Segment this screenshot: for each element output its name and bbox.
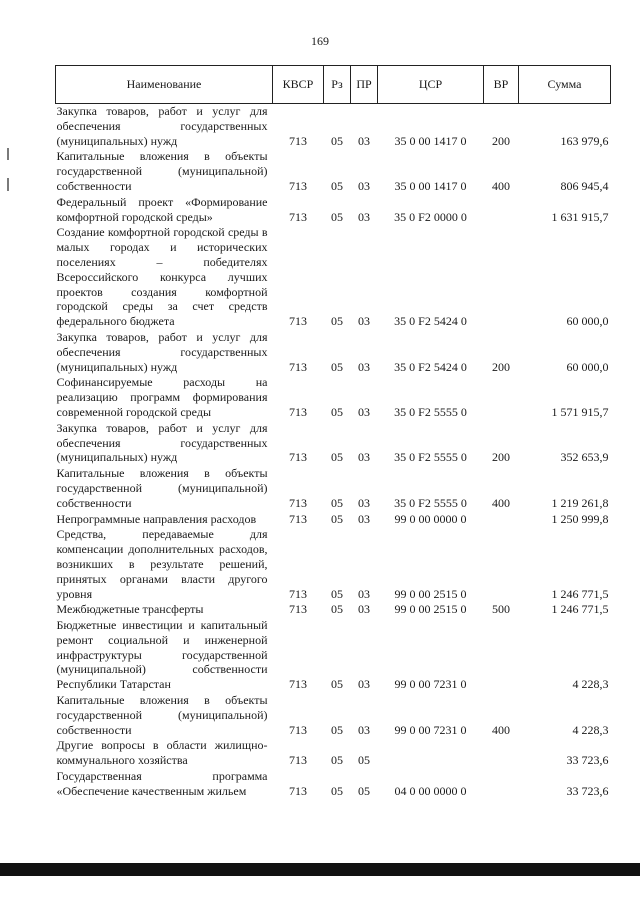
table-row [56, 149, 611, 194]
header-name: Наименование [56, 66, 273, 104]
cell-vr [484, 618, 519, 693]
cell-csr: 99 0 00 0000 0 [394, 511, 467, 526]
cell-vr [484, 527, 519, 602]
cell-vr [484, 195, 519, 226]
cell-csr: 35 0 F2 5555 0 [394, 450, 467, 465]
table-row [56, 195, 611, 226]
cell-pr: 03 [358, 586, 370, 601]
cell-rz: 05 [331, 586, 343, 601]
cell-pr: 03 [358, 450, 370, 465]
cell-sum: 1 219 261,8 [551, 495, 609, 510]
table-row [56, 738, 611, 769]
cell-sum: 60 000,0 [566, 314, 609, 329]
cell-name: Закупка товаров, работ и услуг для обеспечения государственных (муниципальных) нужд [56, 420, 268, 465]
cell-rz: 05 [331, 133, 343, 148]
cell-csr: 35 0 00 1417 0 [394, 178, 467, 193]
table-row [56, 104, 611, 150]
cell-rz: 05 [331, 178, 343, 193]
header-pr: ПР [351, 66, 378, 104]
cell-name: Бюджетные инвестиции и капитальный ремонт социальной и инженерной инфраструктуры государственной (муниципальной) собственности Республики Татарстан [56, 618, 268, 692]
cell-vr [484, 375, 519, 420]
cell-rz: 05 [331, 753, 343, 768]
cell-rz: 05 [331, 677, 343, 692]
table-row [56, 375, 611, 420]
cell-pr: 03 [358, 495, 370, 510]
cell-csr: 04 0 00 0000 0 [394, 783, 467, 798]
cell-vr [484, 225, 519, 330]
cell-csr: 35 0 F2 5555 0 [394, 404, 467, 419]
cell-csr: 99 0 00 2515 0 [394, 586, 467, 601]
cell-rz: 05 [331, 359, 343, 374]
cell-kvsr: 713 [289, 586, 307, 601]
cell-name: Капитальные вложения в объекты государственной (муниципальной) собственности [56, 466, 268, 510]
cell-sum: 33 723,6 [566, 783, 609, 798]
cell-csr: 35 0 F2 5424 0 [394, 359, 467, 374]
cell-rz: 05 [331, 209, 343, 224]
header-sum: Сумма [519, 66, 611, 104]
page-number: 169 [311, 34, 329, 48]
cell-vr: 400 [492, 495, 510, 510]
table-row [56, 693, 611, 738]
cell-rz: 05 [331, 450, 343, 465]
cell-kvsr: 713 [289, 722, 307, 737]
cell-kvsr: 713 [289, 178, 307, 193]
cell-pr: 03 [358, 511, 370, 526]
cell-pr: 03 [358, 209, 370, 224]
budget-table [55, 65, 611, 800]
cell-vr: 200 [492, 133, 510, 148]
cell-vr: 200 [492, 450, 510, 465]
cell-pr: 05 [358, 753, 370, 768]
cell-rz: 05 [331, 314, 343, 329]
cell-kvsr: 713 [289, 783, 307, 798]
cell-name: Другие вопросы в области жилищно-коммунального хозяйства [56, 738, 268, 768]
cell-name: Закупка товаров, работ и услуг для обеспечения государственных (муниципальных) нужд [56, 329, 268, 374]
cell-pr: 03 [358, 602, 370, 617]
cell-vr: 400 [492, 178, 510, 193]
cell-name: Создание комфортной городской среды в малых городах и исторических поселениях – победителях Всероссийского конкурса лучших проектов создания комфортной городской среды за счет средств федерального бюджета [56, 225, 268, 329]
cell-kvsr: 713 [289, 133, 307, 148]
cell-name: Капитальные вложения в объекты государственной (муниципальной) собственности [56, 149, 268, 193]
cell-sum: 806 945,4 [560, 178, 609, 193]
cell-csr: 35 0 F2 0000 0 [394, 209, 467, 224]
table-row [56, 466, 611, 511]
cell-sum: 1 246 771,5 [551, 602, 609, 617]
table-row [56, 421, 611, 466]
cell-vr [484, 738, 519, 769]
cell-sum: 4 228,3 [572, 722, 609, 737]
cell-csr [378, 738, 484, 769]
cell-kvsr: 713 [289, 359, 307, 374]
margin-mark-top [7, 148, 9, 160]
cell-pr: 03 [358, 178, 370, 193]
cell-kvsr: 713 [289, 209, 307, 224]
cell-kvsr: 713 [289, 450, 307, 465]
cell-kvsr: 713 [289, 602, 307, 617]
margin-mark-bottom [7, 178, 9, 191]
cell-csr: 99 0 00 7231 0 [394, 722, 467, 737]
cell-kvsr: 713 [289, 753, 307, 768]
cell-name: Межбюджетные трансферты [56, 602, 204, 617]
cell-pr: 03 [358, 404, 370, 419]
header-vr: ВР [484, 66, 519, 104]
cell-csr: 35 0 F2 5424 0 [394, 314, 467, 329]
cell-sum: 1 250 999,8 [551, 511, 609, 526]
cell-sum: 33 723,6 [566, 753, 609, 768]
cell-rz: 05 [331, 404, 343, 419]
cell-kvsr: 713 [289, 511, 307, 526]
cell-name: Софинансируемые расходы на реализацию программ формирования современной городской среды [56, 375, 268, 419]
cell-name: Средства, передаваемые для компенсации дополнительных расходов, возникших в результате решений, принятых органами власти другого уровня [56, 527, 268, 601]
cell-pr: 03 [358, 722, 370, 737]
header-rz: Рз [324, 66, 351, 104]
cell-sum: 352 653,9 [560, 450, 609, 465]
cell-csr: 99 0 00 7231 0 [394, 677, 467, 692]
cell-pr: 03 [358, 677, 370, 692]
cell-rz: 05 [331, 722, 343, 737]
cell-vr: 400 [492, 722, 510, 737]
table-row [56, 527, 611, 602]
cell-kvsr: 713 [289, 314, 307, 329]
cell-name: Непрограммные направления расходов [56, 511, 257, 526]
cell-csr: 35 0 00 1417 0 [394, 133, 467, 148]
table-row [56, 618, 611, 693]
cell-csr: 99 0 00 2515 0 [394, 602, 467, 617]
header-csr: ЦСР [378, 66, 484, 104]
header-kvsr: КВСР [273, 66, 324, 104]
cell-sum: 60 000,0 [566, 359, 609, 374]
cell-sum: 1 631 915,7 [551, 209, 609, 224]
cell-kvsr: 713 [289, 404, 307, 419]
cell-vr: 200 [492, 359, 510, 374]
cell-name: Капитальные вложения в объекты государственной (муниципальной) собственности [56, 693, 268, 737]
cell-vr [484, 769, 519, 800]
table-row [56, 330, 611, 375]
table-row [56, 602, 611, 618]
cell-kvsr: 713 [289, 495, 307, 510]
cell-pr: 03 [358, 314, 370, 329]
table-row [56, 512, 611, 528]
scan-bottom-bar [0, 863, 640, 876]
cell-rz: 05 [331, 511, 343, 526]
cell-name: Закупка товаров, работ и услуг для обеспечения государственных (муниципальных) нужд [56, 104, 268, 148]
cell-sum: 1 571 915,7 [551, 404, 609, 419]
cell-pr: 03 [358, 133, 370, 148]
cell-kvsr: 713 [289, 677, 307, 692]
cell-vr [484, 512, 519, 528]
cell-sum: 1 246 771,5 [551, 586, 609, 601]
cell-rz: 05 [331, 783, 343, 798]
cell-name: Государственная программа «Обеспечение качественным жильем [56, 769, 268, 798]
cell-rz: 05 [331, 602, 343, 617]
table-row [56, 225, 611, 330]
table-header-row [56, 66, 611, 104]
cell-sum: 163 979,6 [560, 133, 609, 148]
cell-rz: 05 [331, 495, 343, 510]
cell-vr: 500 [492, 602, 510, 617]
cell-name: Федеральный проект «Формирование комфортной городской среды» [56, 194, 268, 224]
cell-csr: 35 0 F2 5555 0 [394, 495, 467, 510]
cell-pr: 05 [358, 783, 370, 798]
table-row [56, 769, 611, 800]
cell-pr: 03 [358, 359, 370, 374]
cell-sum: 4 228,3 [572, 677, 609, 692]
